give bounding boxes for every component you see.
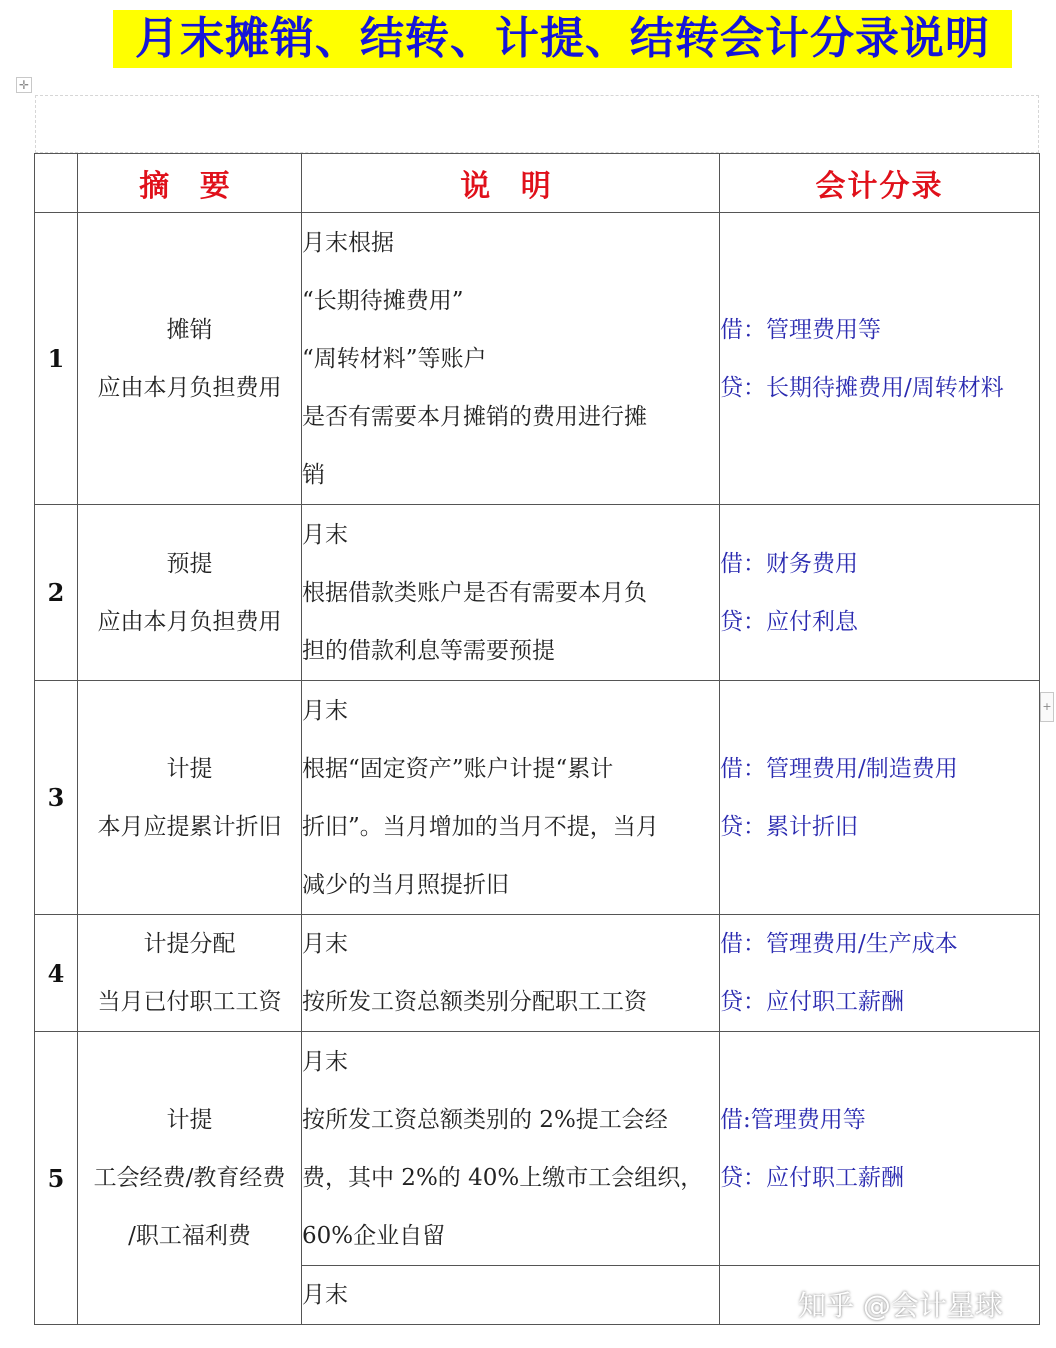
description-line: 按所发工资总额类别分配职工工资	[302, 989, 647, 1015]
summary-line: 计提分配	[143, 931, 236, 957]
row-number: 5	[35, 1032, 78, 1325]
row-description	[302, 1266, 720, 1325]
summary-line: 应由本月负担费用	[97, 608, 282, 635]
row-entry	[720, 915, 1040, 1032]
description-line: 销	[302, 461, 325, 488]
watermark: 知乎 @会计星球	[798, 1289, 1003, 1322]
description-line: 费，其中 2%的 40%上缴市工会组织，	[302, 1164, 704, 1191]
description-line: “长期待摊费用”	[302, 287, 464, 314]
row-entry	[720, 213, 1040, 505]
row-entry	[720, 1032, 1040, 1266]
summary-line: 当月已付职工工资	[97, 989, 282, 1015]
summary-line: 本月应提累计折旧	[97, 813, 282, 840]
summary-line: 计提	[166, 755, 213, 782]
table-row	[35, 213, 1040, 505]
accounting-entries-table	[34, 153, 1040, 1325]
header-entry: 会计分录	[720, 154, 1040, 213]
row-description	[302, 213, 720, 505]
row-description	[302, 1032, 720, 1266]
description-line: 根据“固定资产”账户计提“累计	[302, 755, 614, 782]
description-line: 月末根据	[302, 229, 394, 256]
debit-line: 借：管理费用/制造费用	[720, 755, 958, 782]
credit-line: 贷：应付职工薪酬	[720, 1164, 904, 1191]
table-row	[35, 1032, 1040, 1266]
debit-line: 借：财务费用	[720, 550, 858, 577]
header-number	[35, 154, 78, 213]
table-header-row	[35, 154, 1040, 213]
row-number: 3	[35, 681, 78, 915]
header-description: 说 明	[302, 154, 720, 213]
credit-line: 贷：应付职工薪酬	[720, 989, 904, 1015]
row-entry	[720, 681, 1040, 915]
row-number: 2	[35, 505, 78, 681]
description-line: 减少的当月照提折旧	[302, 871, 509, 898]
summary-line: 工会经费/教育经费	[93, 1165, 286, 1191]
debit-line: 借：管理费用等	[720, 316, 881, 343]
credit-line: 贷：应付利息	[720, 608, 858, 635]
description-line: 根据借款类账户是否有需要本月负	[302, 579, 647, 606]
description-line: 月末	[302, 931, 348, 957]
table-row	[35, 681, 1040, 915]
credit-line: 贷：长期待摊费用/周转材料	[720, 374, 1004, 401]
row-description	[302, 681, 720, 915]
summary-line: /职工福利费	[128, 1223, 251, 1249]
summary-line: 计提	[166, 1107, 213, 1133]
row-summary	[78, 1032, 302, 1325]
row-summary	[78, 213, 302, 505]
debit-line: 借：管理费用/生产成本	[720, 931, 958, 957]
row-number: 4	[35, 915, 78, 1032]
row-description	[302, 505, 720, 681]
description-line: 担的借款利息等需要预提	[302, 637, 555, 664]
credit-line: 贷：累计折旧	[720, 813, 858, 840]
table-move-handle-icon[interactable]: ✛	[16, 77, 32, 93]
description-line: 月末	[302, 1048, 348, 1075]
summary-line: 摊销	[166, 316, 213, 343]
table-row	[35, 505, 1040, 681]
row-number: 1	[35, 213, 78, 505]
description-line: 是否有需要本月摊销的费用进行摊	[302, 403, 647, 430]
header-summary: 摘 要	[78, 154, 302, 213]
summary-line: 应由本月负担费用	[97, 374, 282, 401]
row-summary	[78, 915, 302, 1032]
description-line: 月末	[302, 697, 348, 724]
row-summary	[78, 681, 302, 915]
description-line: 按所发工资总额类别的 2%提工会经	[302, 1106, 668, 1133]
row-summary	[78, 505, 302, 681]
description-line: “周转材料”等账户	[302, 345, 487, 372]
description-line: 月末	[302, 521, 348, 548]
empty-table-row	[35, 95, 1039, 153]
description-line: 月末	[302, 1282, 348, 1308]
document-title: 月末摊销、结转、计提、结转会计分录说明	[113, 10, 1012, 68]
description-line: 60%企业自留	[302, 1222, 446, 1249]
add-column-icon[interactable]: +	[1040, 692, 1054, 722]
description-line: 折旧”。当月增加的当月不提，当月	[302, 813, 659, 840]
debit-line: 借:管理费用等	[720, 1106, 866, 1133]
row-entry	[720, 505, 1040, 681]
summary-line: 预提	[166, 550, 213, 577]
table-row	[35, 915, 1040, 1032]
row-description	[302, 915, 720, 1032]
